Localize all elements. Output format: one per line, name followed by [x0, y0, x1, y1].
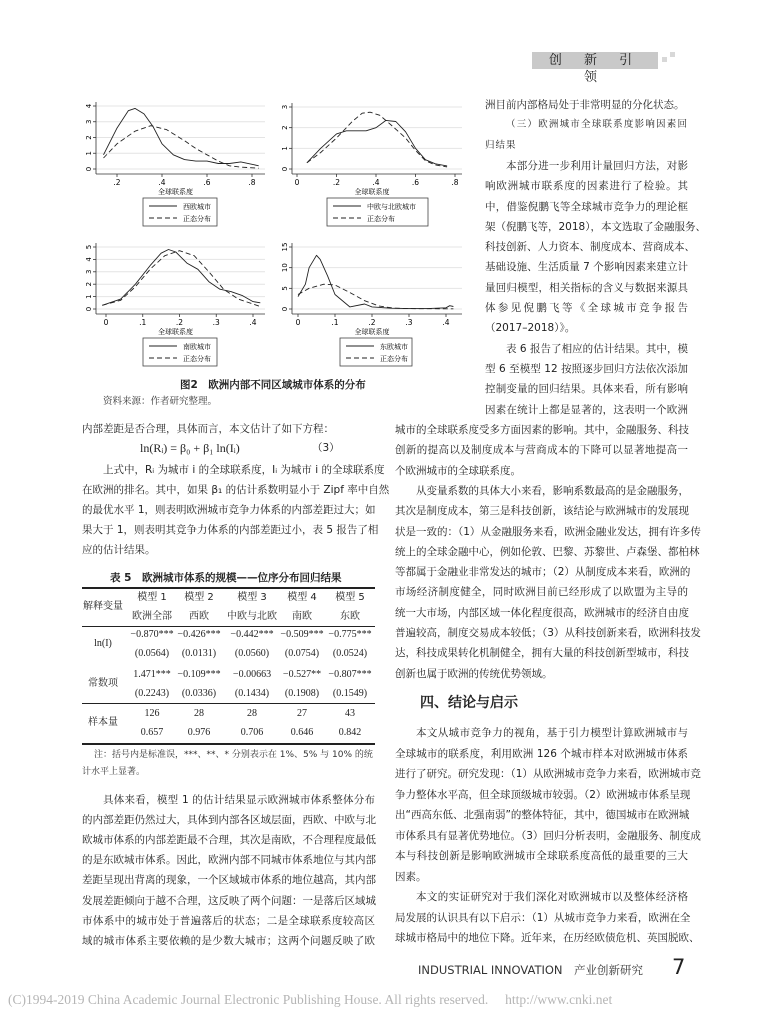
table-rule — [82, 743, 375, 745]
table-cell: (0.0336) — [181, 688, 217, 699]
table-cell: 0.646 — [290, 727, 314, 738]
table-header-region: 中欧与北欧 — [227, 611, 277, 622]
table-cell: (0.1908) — [284, 688, 320, 699]
x-tick-label: .2 — [368, 318, 376, 327]
text-line: 从变量系数的具体大小来看，影响系数最高的是金融服务， — [416, 484, 689, 497]
text-line: 体参见倪鹏飞等《全球城市竞争报告 — [485, 302, 688, 314]
x-tick-label: .8 — [248, 178, 256, 187]
text-line: 型 6 至模型 12 按照逐步回归方法依次添加 — [485, 362, 688, 375]
legend-label: 南欧城市 — [183, 343, 211, 351]
x-tick-label: .3 — [212, 318, 220, 327]
text-line: 内部差距是否合理，具体而言，本文估计了如下方程： — [82, 423, 334, 435]
text-line: （三）欧洲城市全球联系度影响因素回 — [506, 119, 688, 131]
table-cell: (0.2243) — [134, 688, 170, 699]
text-line: 架（倪鹏飞等，2018），本文选取了金融服务、 — [485, 220, 706, 233]
series-line-normal — [307, 112, 447, 167]
y-tick-label: 2 — [85, 281, 93, 287]
table-header-model: 模型 1 — [137, 592, 167, 603]
legend-label: 正态分布 — [367, 215, 395, 223]
table-title: 表 5 欧洲城市体系的规模——位序分布回归结果 — [110, 572, 342, 584]
text-line: 本部分进一步利用计量回归方法，对影 — [506, 159, 688, 172]
series-line-region — [298, 255, 453, 308]
text-line: 全球城市的联系度，利用欧洲 126 个城市样本对欧洲城市体系 — [395, 747, 688, 760]
y-tick-label: 5 — [85, 244, 93, 250]
table-cell: −0.527** — [282, 669, 322, 680]
table-cell: 27 — [297, 708, 307, 719]
text-line: （2017–2018）》。 — [485, 322, 576, 335]
table-cell: 126 — [144, 708, 160, 719]
x-axis-label: 全球联系度 — [354, 188, 390, 196]
table-cell: 0.976 — [187, 727, 211, 738]
text-line: 市体系中的城市处于普遍落后的状态；二是全球联系度较高区 — [82, 914, 375, 927]
table-cell: −0.426*** — [177, 629, 221, 640]
y-tick-label: 1 — [85, 151, 93, 156]
text-line: 基础设施、生活质量 7 个影响因素来建立计 — [485, 261, 688, 274]
y-tick-label: 2 — [85, 135, 93, 140]
text-line: 发展差距倾向于越不合理，这反映了两个问题：一是落后区域城 — [82, 894, 376, 907]
text-line: 本文从城市竞争力的视角，基于引力模型计算欧洲城市与 — [416, 727, 688, 739]
text-line: 创新也属于欧洲的传统优势领域。 — [395, 667, 553, 680]
text-line: 上式中，Rᵢ 为城市 i 的全球联系度，Iᵢ 为城市 i 的全球联系度 — [103, 464, 385, 476]
text-line: 响欧洲城市联系度的因素进行了检验。其 — [485, 180, 688, 193]
figure-source: 资料来源：作者研究整理。 — [103, 396, 218, 407]
table-cell: 0.706 — [240, 727, 264, 738]
equation-number: （3） — [312, 442, 340, 454]
text-line: 域的城市体系主要依赖的是少数大城市；这两个问题反映了欧 — [82, 934, 375, 947]
journal-footer: INDUSTRIAL INNOVATION 产业创新研究 — [418, 963, 644, 977]
section-heading: 四、结论与启示 — [420, 695, 518, 711]
table-note: 注：括号内是标准误，***、**、* 分别表示在 1%、5% 与 10% 的统 — [94, 750, 373, 760]
x-tick-label: .8 — [451, 178, 459, 187]
text-line: 局发展的认识具有以下启示：（1）从城市竞争力来看，欧洲在全 — [395, 911, 691, 924]
table-cell: −0.509*** — [280, 629, 324, 640]
table-rule — [82, 587, 375, 589]
text-line: 因素在统计上都是显著的，这表明一个欧洲 — [485, 403, 688, 416]
text-line: 状是一致的：（1）从金融服务来看，欧洲金融业发达，拥有许多传 — [395, 525, 701, 538]
table-cell: (0.0524) — [332, 648, 368, 659]
table-header-region: 欧洲全部 — [132, 611, 172, 622]
legend-label: 正态分布 — [183, 215, 211, 223]
x-tick-label: .1 — [139, 318, 147, 327]
text-line: 球城市格局中的地位下降。近年来，在历经欧债危机、英国脱欧、 — [395, 932, 700, 944]
table-cell: (0.0754) — [284, 648, 320, 659]
table-cell: 28 — [247, 708, 257, 719]
page-number: 7 — [672, 955, 686, 979]
x-tick-label: .6 — [411, 178, 420, 187]
y-tick-label: 1 — [85, 294, 93, 299]
text-line: 欧城市体系的内部差距最不合理，其次是南欧，不合理程度最低 — [82, 834, 376, 847]
table-header-region: 南欧 — [292, 611, 312, 622]
text-line: 应的估计结果。 — [82, 544, 156, 557]
table-header-model: 模型 2 — [184, 592, 214, 603]
table-cell: (0.1434) — [234, 688, 270, 699]
table-header-region: 东欧 — [340, 611, 360, 622]
table-cell: 0.842 — [338, 727, 362, 738]
table-row-label: 常数项 — [88, 678, 118, 689]
table-cell: 28 — [194, 708, 204, 719]
x-tick-label: 0 — [103, 318, 109, 327]
table-cell: 43 — [345, 708, 355, 719]
y-tick-label: 1 — [281, 146, 289, 151]
table-header-variable: 解释变量 — [83, 601, 123, 612]
y-tick-label: 4 — [85, 103, 93, 109]
text-line: 市场经济制度健全，同时欧洲目前已经形成了以欧盟为主导的 — [395, 586, 688, 599]
text-line: 因素。 — [395, 870, 427, 883]
text-line: 中，借鉴倪鹏飞等全球城市竞争力的理论框 — [485, 200, 688, 213]
table-cell: (0.1549) — [332, 688, 368, 699]
y-tick-label: 0 — [281, 306, 289, 312]
text-line: 争力整体水平高，但全球顶级城市较弱。（2）欧洲城市体系呈现 — [395, 788, 691, 801]
text-line: 普遍较高，制度交易成本较低；（3）从科技创新来看，欧洲科技发 — [395, 627, 701, 639]
text-line: 在欧洲的排名。其中，如果 β₁ 的估计系数明显小于 Zipf 率中自然 — [82, 484, 390, 497]
x-tick-label: .1 — [331, 318, 339, 327]
text-line: 城市的全球联系度受多方面因素的影响。其中，金融服务、科技 — [395, 424, 689, 436]
table-header-model: 模型 4 — [287, 592, 317, 603]
text-line: 创新的提高以及制度成本与营商成本的下降可以显著地提高一 — [395, 444, 688, 457]
text-line: 统一大市场，内部区域一体化程度很高，欧洲城市的经济自由度 — [395, 606, 689, 619]
x-tick-label: .4 — [372, 178, 380, 187]
table-header-model: 模型 5 — [335, 592, 365, 603]
x-tick-label: 0 — [294, 178, 300, 187]
x-tick-label: 0 — [295, 318, 301, 327]
text-line: 出“西高东低、北强南弱”的整体特征，其中，德国城市在欧洲城 — [395, 809, 690, 821]
y-tick-label: 3 — [85, 119, 93, 124]
table-cell: −0.870*** — [130, 629, 174, 640]
x-tick-label: .2 — [175, 318, 184, 327]
x-tick-label: .4 — [442, 318, 450, 327]
table-cell: −0.00663 — [232, 669, 272, 680]
table-rule — [82, 703, 375, 704]
text-line: 差距呈现出背离的现象，一个区域城市体系的地位越高，其内部 — [82, 874, 376, 887]
y-tick-label: 0 — [85, 166, 93, 172]
text-line: 统上的全球金融中心，例如伦敦、巴黎、苏黎世、卢森堡、都柏林 — [395, 545, 700, 558]
text-line: 市体系具有显著优势地位。（3）回归分析表明，金融服务、制度成 — [395, 829, 701, 842]
table-row-label: ln(I) — [94, 638, 112, 649]
table-cell: 1.471*** — [133, 669, 171, 680]
series-line-normal — [104, 126, 259, 169]
table-rule — [82, 626, 375, 627]
x-tick-label: .6 — [203, 178, 211, 187]
text-line: 的是东欧城市体系。因此，欧洲内部不同城市体系地位与其内部 — [82, 854, 376, 867]
table-row-label: 样本量 — [88, 717, 118, 728]
text-line: 表 6 报告了相应的估计结果。其中，模 — [506, 342, 688, 355]
table-cell: −0.775*** — [328, 629, 372, 640]
y-tick-label: 10 — [281, 263, 289, 273]
text-line: 进行了研究。研究发现：（1）从欧洲城市竞争力来看，欧洲城市竞 — [395, 768, 701, 780]
text-line: 具体来看，模型 1 的估计结果显示欧洲城市体系整体分布 — [103, 794, 375, 806]
x-axis-label: 全球联系度 — [158, 328, 193, 336]
table-header-region: 西欧 — [189, 611, 209, 622]
copyright-watermark: (C)1994-2019 China Academic Journal Electronic Publishing House. All rights reserved. http://www.cnki.net — [8, 992, 613, 1007]
text-line: 量回归模型，相关指标的含义与数据来源具 — [485, 281, 688, 294]
text-line: 等都属于金融业非常发达的城市；（2）从制度成本来看，欧洲的 — [395, 566, 691, 579]
legend-label: 正态分布 — [183, 355, 211, 363]
table-note: 计水平上显著。 — [82, 767, 146, 777]
y-tick-label: 3 — [85, 269, 93, 275]
table-cell: 0.657 — [140, 727, 164, 738]
y-tick-label: 3 — [281, 104, 289, 110]
text-line: 本与科技创新是影响欧洲城市全球联系度高低的最重要的三大 — [395, 850, 688, 862]
text-line: 个欧洲城市的全球联系度。 — [395, 464, 521, 477]
y-tick-label: 0 — [85, 306, 93, 312]
legend-label: 东欧城市 — [380, 343, 408, 351]
x-axis-label: 全球联系度 — [354, 328, 390, 336]
legend-label: 正态分布 — [380, 355, 408, 363]
text-line: 科技创新、人力资本、制度成本、营商成本、 — [485, 241, 695, 254]
text-line: 洲目前内部格局处于非常明显的分化状态。 — [485, 99, 685, 111]
section-label: 创 新 引 领 — [548, 53, 642, 85]
figure-caption: 图2 欧洲内部不同区域城市体系的分布 — [180, 379, 366, 391]
text-line: 果大于 1，则表明其竞争力体系的内部差距过小，表 5 报告了相 — [82, 524, 379, 537]
table-header-model: 模型 3 — [237, 592, 267, 603]
legend-label: 西欧城市 — [183, 203, 211, 211]
x-tick-label: .4 — [158, 178, 166, 187]
table-cell: −0.442*** — [230, 629, 274, 640]
y-tick-label: 4 — [85, 257, 93, 262]
text-line: 的内部差距仍然过大，具体到内部各区域层面，西欧、中欧与北 — [82, 814, 376, 827]
text-line: 本文的实证研究对于我们深化对欧洲城市以及整体经济格 — [416, 891, 688, 903]
legend-label: 中欧与北欧城市 — [367, 203, 416, 211]
x-tick-label: .3 — [405, 318, 413, 327]
y-tick-label: 15 — [281, 242, 289, 252]
table-cell: (0.0131) — [181, 648, 217, 659]
y-tick-label: 2 — [281, 125, 289, 130]
text-line: 其次是制度成本，第三是科技创新，该结论与欧洲城市的发展现 — [395, 505, 689, 518]
text-line: 达，科技成果转化机制健全，拥有大量的科技创新型城市，科技 — [395, 647, 689, 660]
y-tick-label: 0 — [281, 166, 289, 172]
equation: ln(Rᵢ) = β₀ + β₁ ln(Iᵢ) — [140, 441, 240, 455]
table-cell: (0.0564) — [134, 648, 170, 659]
table-cell: −0.109*** — [177, 669, 221, 680]
y-tick-label: 5 — [281, 286, 289, 291]
table-cell: −0.807*** — [328, 669, 372, 680]
text-line: 的最优水平 1，则表明欧洲城市竞争力体系的内部差距过大；如 — [82, 504, 376, 517]
x-tick-label: .2 — [332, 178, 341, 187]
x-tick-label: .4 — [249, 318, 257, 327]
text-line: 归结果 — [485, 139, 517, 151]
table-cell: (0.0560) — [234, 648, 270, 659]
text-line: 控制变量的回归结果。具体来看，所有影响 — [485, 383, 688, 396]
x-axis-label: 全球联系度 — [158, 188, 193, 196]
x-tick-label: .2 — [113, 178, 121, 187]
